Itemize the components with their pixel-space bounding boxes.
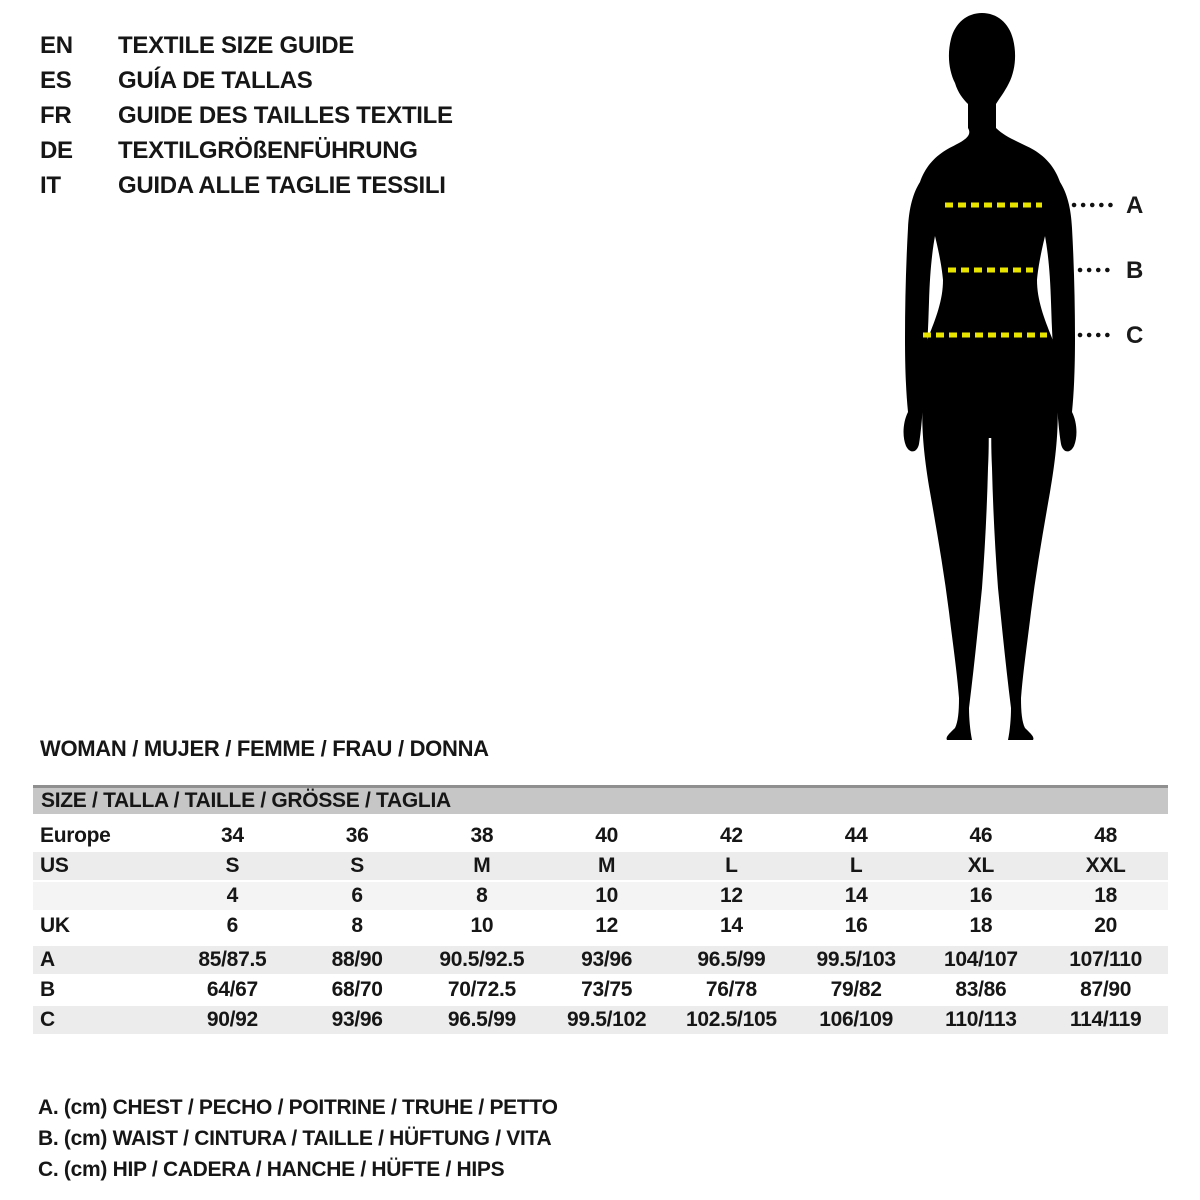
lang-title: GUIDA ALLE TAGLIE TESSILI — [118, 171, 446, 199]
chest-label: A — [1126, 192, 1144, 219]
table-cell: 20 — [1094, 914, 1117, 937]
lang-row-it — [40, 168, 453, 203]
measurement-legend — [38, 1092, 558, 1185]
table-cell: 10 — [470, 914, 494, 937]
table-cell: 107/110 — [1069, 948, 1142, 971]
size-table — [33, 785, 1168, 1036]
table-cell: 68/70 — [331, 978, 383, 1001]
table-cell: 18 — [1094, 884, 1117, 907]
hip-label: C — [1126, 322, 1144, 349]
row-label: UK — [40, 914, 70, 937]
table-cell: 87/90 — [1080, 978, 1132, 1001]
table-row — [33, 882, 1168, 910]
table-cell: 90.5/92.5 — [439, 948, 525, 971]
table-cell: L — [849, 854, 863, 877]
table-cell: 4 — [226, 884, 239, 907]
table-cell: 6 — [226, 914, 239, 937]
table-cell: 34 — [220, 824, 244, 847]
table-cell: 85/87.5 — [198, 948, 267, 971]
lang-title: TEXTILE SIZE GUIDE — [118, 31, 354, 59]
lang-code: IT — [40, 171, 61, 199]
waist-label: B — [1126, 257, 1144, 284]
table-cell: L — [725, 854, 738, 877]
table-cell: 90/92 — [206, 1008, 258, 1031]
measurement-figure — [890, 10, 1160, 740]
table-row — [33, 912, 1168, 940]
table-cell: 8 — [476, 884, 488, 907]
table-cell: XL — [967, 854, 994, 877]
lang-row-fr — [40, 98, 453, 133]
row-label: US — [40, 854, 69, 877]
table-cell: 88/90 — [331, 948, 383, 971]
table-row — [33, 976, 1168, 1004]
table-cell: 110/113 — [945, 1008, 1017, 1031]
legend-waist: B. (cm) WAIST / CINTURA / TAILLE / HÜFTUNG / VITA — [38, 1126, 552, 1150]
table-cell: 70/72.5 — [447, 978, 516, 1001]
language-list — [40, 28, 453, 203]
row-label: C — [40, 1008, 55, 1031]
table-cell: 12 — [719, 884, 743, 907]
table-cell: 36 — [345, 824, 369, 847]
table-cell: 16 — [844, 914, 868, 937]
lang-code: ES — [40, 66, 72, 94]
table-cell: 93/96 — [331, 1008, 383, 1031]
table-cell: 64/67 — [206, 978, 258, 1001]
lang-title: TEXTILGRÖßENFÜHRUNG — [118, 136, 418, 164]
lang-title: GUÍA DE TALLAS — [118, 66, 313, 94]
table-cell: 46 — [969, 824, 993, 847]
table-row — [33, 946, 1168, 974]
lang-title: GUIDE DES TAILLES TEXTILE — [118, 101, 453, 129]
table-cell: 44 — [844, 824, 868, 847]
table-cell: 6 — [351, 884, 363, 907]
lang-row-es — [40, 63, 453, 98]
table-cell: 38 — [470, 824, 494, 847]
table-cell: M — [473, 854, 491, 877]
woman-silhouette-svg — [890, 10, 1160, 740]
table-row — [33, 1006, 1168, 1034]
table-row — [33, 822, 1168, 850]
table-cell: 102.5/105 — [686, 1008, 777, 1031]
row-label: Europe — [40, 824, 111, 847]
table-cell: 76/78 — [705, 978, 757, 1001]
table-cell: 12 — [595, 914, 618, 937]
table-cell: 8 — [351, 914, 363, 937]
legend-chest: A. (cm) CHEST / PECHO / POITRINE / TRUHE / PETTO — [38, 1095, 558, 1119]
table-cell: 10 — [595, 884, 618, 907]
table-cell: 114/119 — [1069, 1008, 1142, 1031]
table-cell: 79/82 — [830, 978, 882, 1001]
table-row — [33, 852, 1168, 880]
size-table-rows — [33, 822, 1168, 1034]
table-cell: M — [598, 854, 616, 877]
lang-code: DE — [40, 136, 73, 164]
lang-row-en — [40, 28, 453, 63]
table-cell: 48 — [1094, 824, 1117, 847]
right-leg — [991, 395, 1057, 740]
lang-code: EN — [40, 31, 73, 59]
lang-code: FR — [40, 101, 72, 129]
table-cell: 96.5/99 — [447, 1008, 516, 1031]
lang-row-de — [40, 133, 453, 168]
section-title: WOMAN / MUJER / FEMME / FRAU / DONNA — [40, 736, 489, 761]
table-cell: 104/107 — [943, 948, 1018, 971]
table-cell: 16 — [969, 884, 993, 907]
table-cell: 73/75 — [581, 978, 633, 1001]
table-cell: 40 — [595, 824, 618, 847]
woman-silhouette — [920, 13, 1060, 438]
table-cell: 96.5/99 — [697, 948, 766, 971]
table-cell: 83/86 — [955, 978, 1007, 1001]
table-cell: 18 — [969, 914, 993, 937]
table-cell: 99.5/102 — [566, 1008, 647, 1031]
table-cell: S — [225, 854, 240, 877]
table-cell: 14 — [719, 914, 743, 937]
row-label: B — [40, 978, 55, 1001]
table-cell: S — [350, 854, 364, 877]
size-table-header: SIZE / TALLA / TAILLE / GRÖSSE / TAGLIA — [33, 785, 1168, 814]
row-label: A — [40, 948, 55, 971]
table-cell: 106/109 — [819, 1008, 894, 1031]
table-cell: 14 — [844, 884, 868, 907]
legend-hip: C. (cm) HIP / CADERA / HANCHE / HÜFTE / HIPS — [38, 1157, 505, 1181]
table-cell: 99.5/103 — [816, 948, 896, 971]
table-cell: XXL — [1085, 854, 1126, 877]
table-cell: 42 — [719, 824, 743, 847]
left-leg — [922, 395, 988, 740]
table-cell: 93/96 — [581, 948, 633, 971]
